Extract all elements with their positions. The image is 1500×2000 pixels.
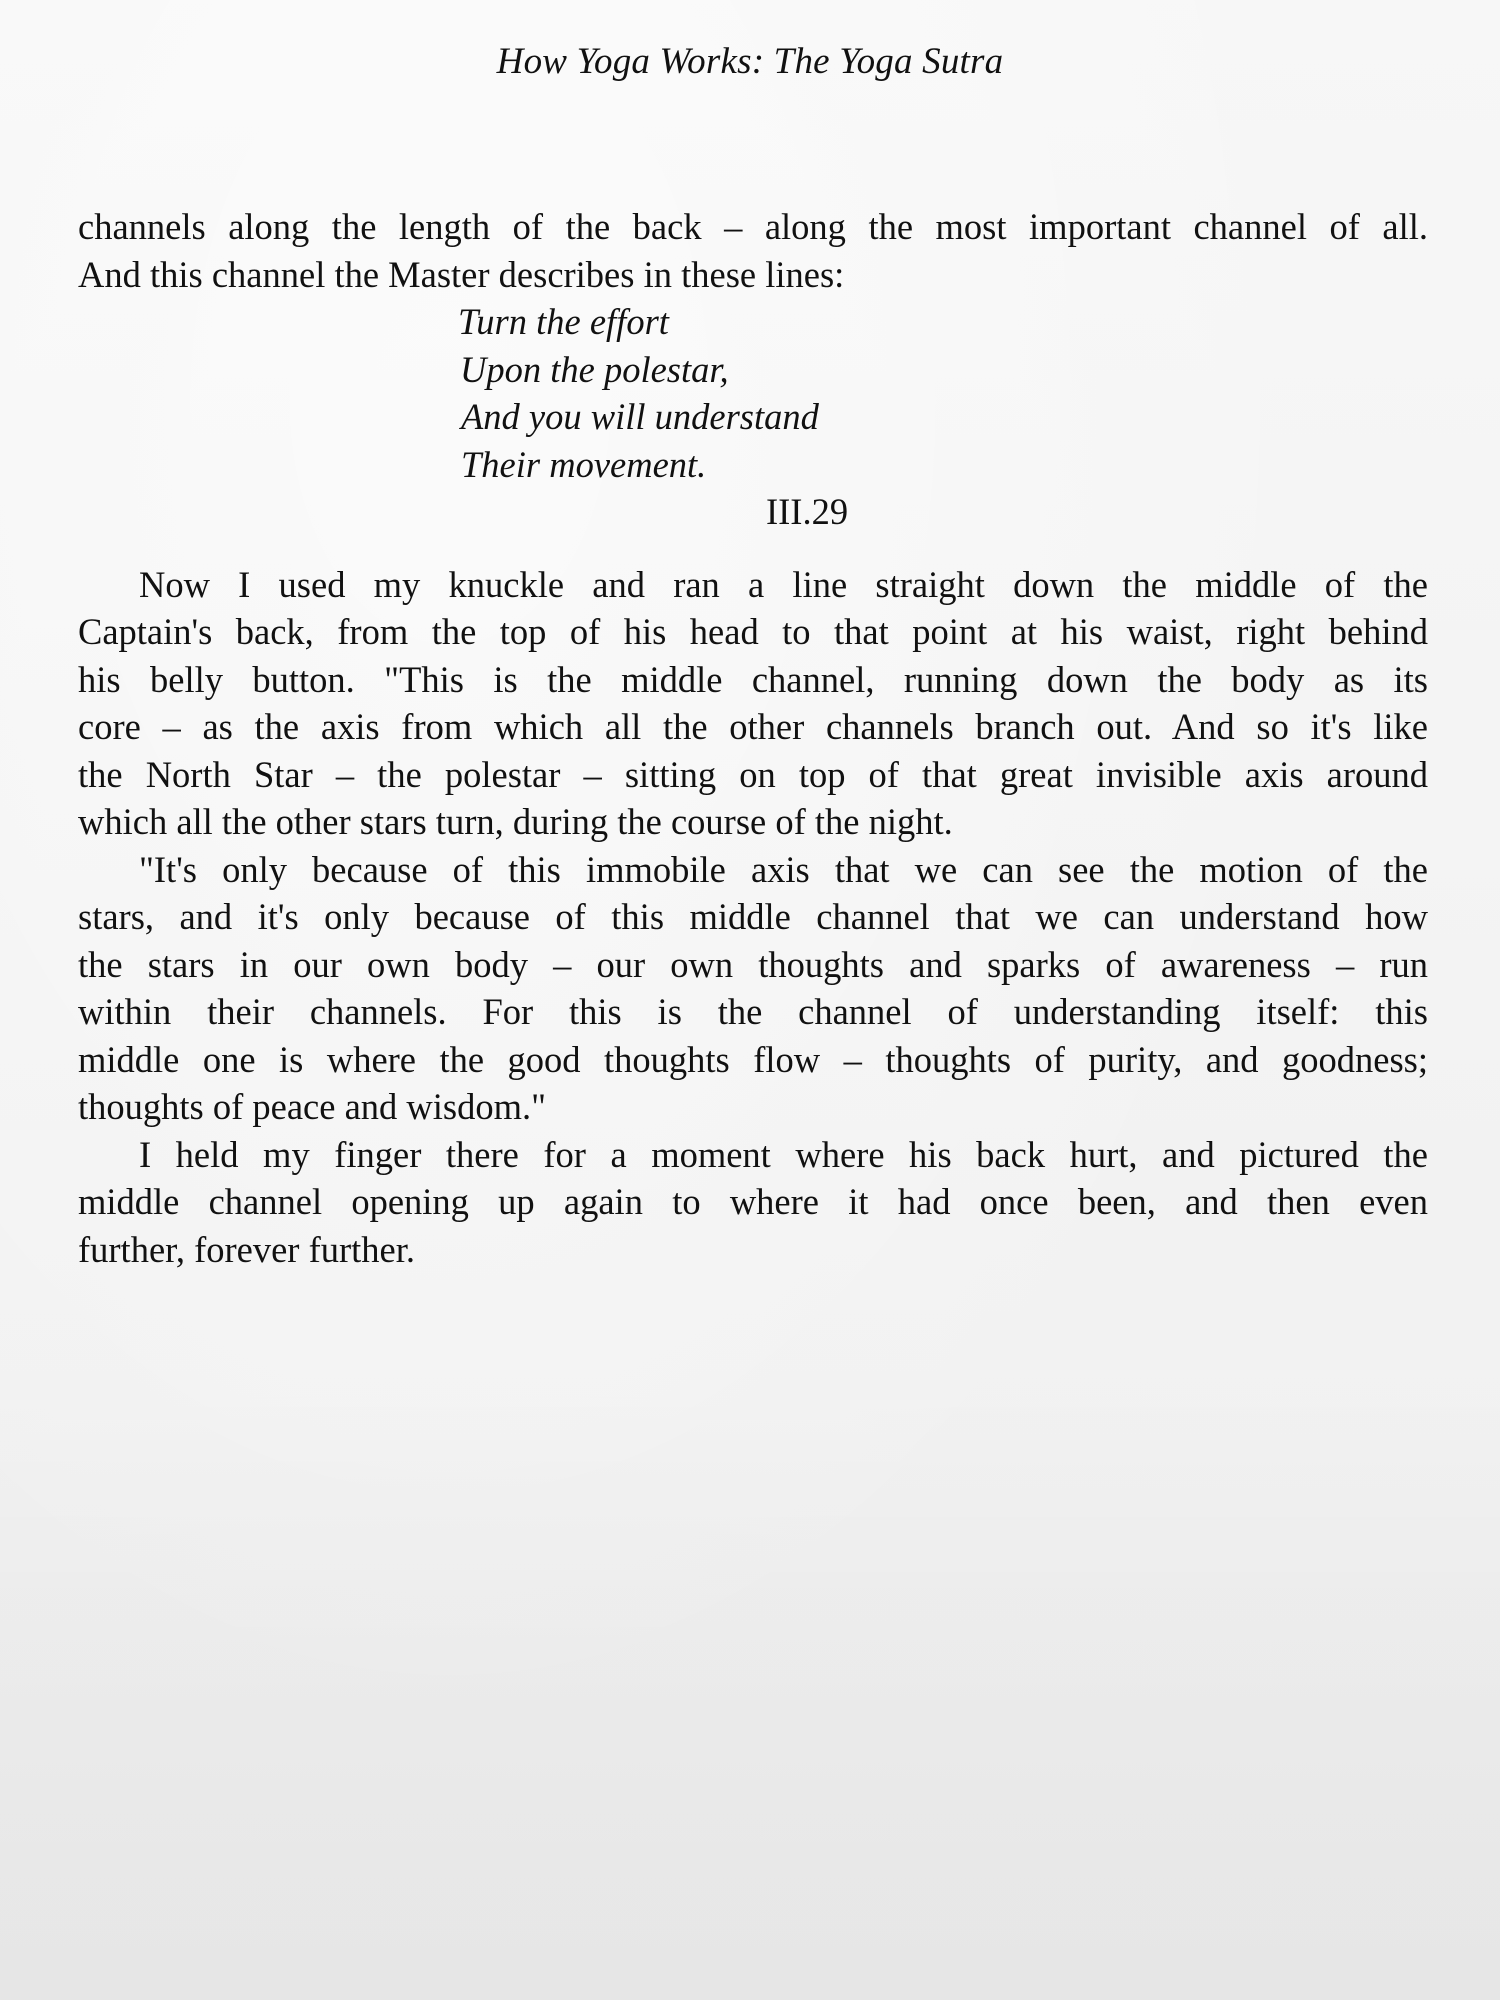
paragraph-2 xyxy=(78,846,1428,1131)
paragraph-line: middle channel opening up again to where it had once been, and then even xyxy=(78,1181,1428,1222)
verse-line-4: Their movement. xyxy=(461,443,707,485)
paragraph-line: further, forever further. xyxy=(78,1228,416,1270)
paragraph-line: the stars in our own body – our own thoughts and sparks of awareness – run xyxy=(78,943,1428,985)
paragraph-line: his belly button. "This is the middle channel, running down the body as its xyxy=(78,658,1428,700)
paragraph-1 xyxy=(78,561,1428,846)
paragraph-line: core – as the axis from which all the other channels branch out. And so it's like xyxy=(78,706,1428,747)
running-title: How Yoga Works: The Yoga Sutra xyxy=(496,41,1004,82)
intro-line-2: And this channel the Master describes in these lines: xyxy=(78,253,845,295)
bleed-through-shading xyxy=(0,1380,1500,2000)
paragraph-line: within their channels. For this is the channel of understanding itself: this xyxy=(78,991,1428,1032)
intro-line-1: channels along the length of the back – along the most important channel of all. xyxy=(78,206,1428,247)
paragraph-line: the North Star – the polestar – sitting on top of that great invisible axis around xyxy=(78,753,1428,795)
paragraph-line: Now I used my knuckle and ran a line straight down the middle of the xyxy=(139,563,1428,605)
paragraph-line: middle one is where the good thoughts flow – thoughts of purity, and goodness; xyxy=(78,1038,1428,1080)
paragraph-line: Captain's back, from the top of his head to that point at his waist, right behind xyxy=(78,611,1428,652)
paragraph-line: "It's only because of this immobile axis that we can see the motion of the xyxy=(139,848,1428,890)
paragraph-line: stars, and it's only because of this middle channel that we can understand how xyxy=(78,896,1428,937)
verse-line-1: Turn the effort xyxy=(458,301,669,342)
verse-citation: III.29 xyxy=(766,491,849,532)
body-text xyxy=(78,203,1428,1273)
paragraph-line: thoughts of peace and wisdom." xyxy=(78,1086,547,1127)
paragraph-gap xyxy=(78,536,1428,561)
paragraph-3 xyxy=(78,1131,1428,1274)
verse-line-3: And you will understand xyxy=(461,396,819,437)
sutra-verse xyxy=(458,298,1428,488)
paragraph-line: I held my finger there for a moment where his back hurt, and pictured the xyxy=(139,1133,1428,1175)
verse-line-2: Upon the polestar, xyxy=(460,348,729,390)
paragraph-line: which all the other stars turn, during the course of the night. xyxy=(78,801,953,842)
